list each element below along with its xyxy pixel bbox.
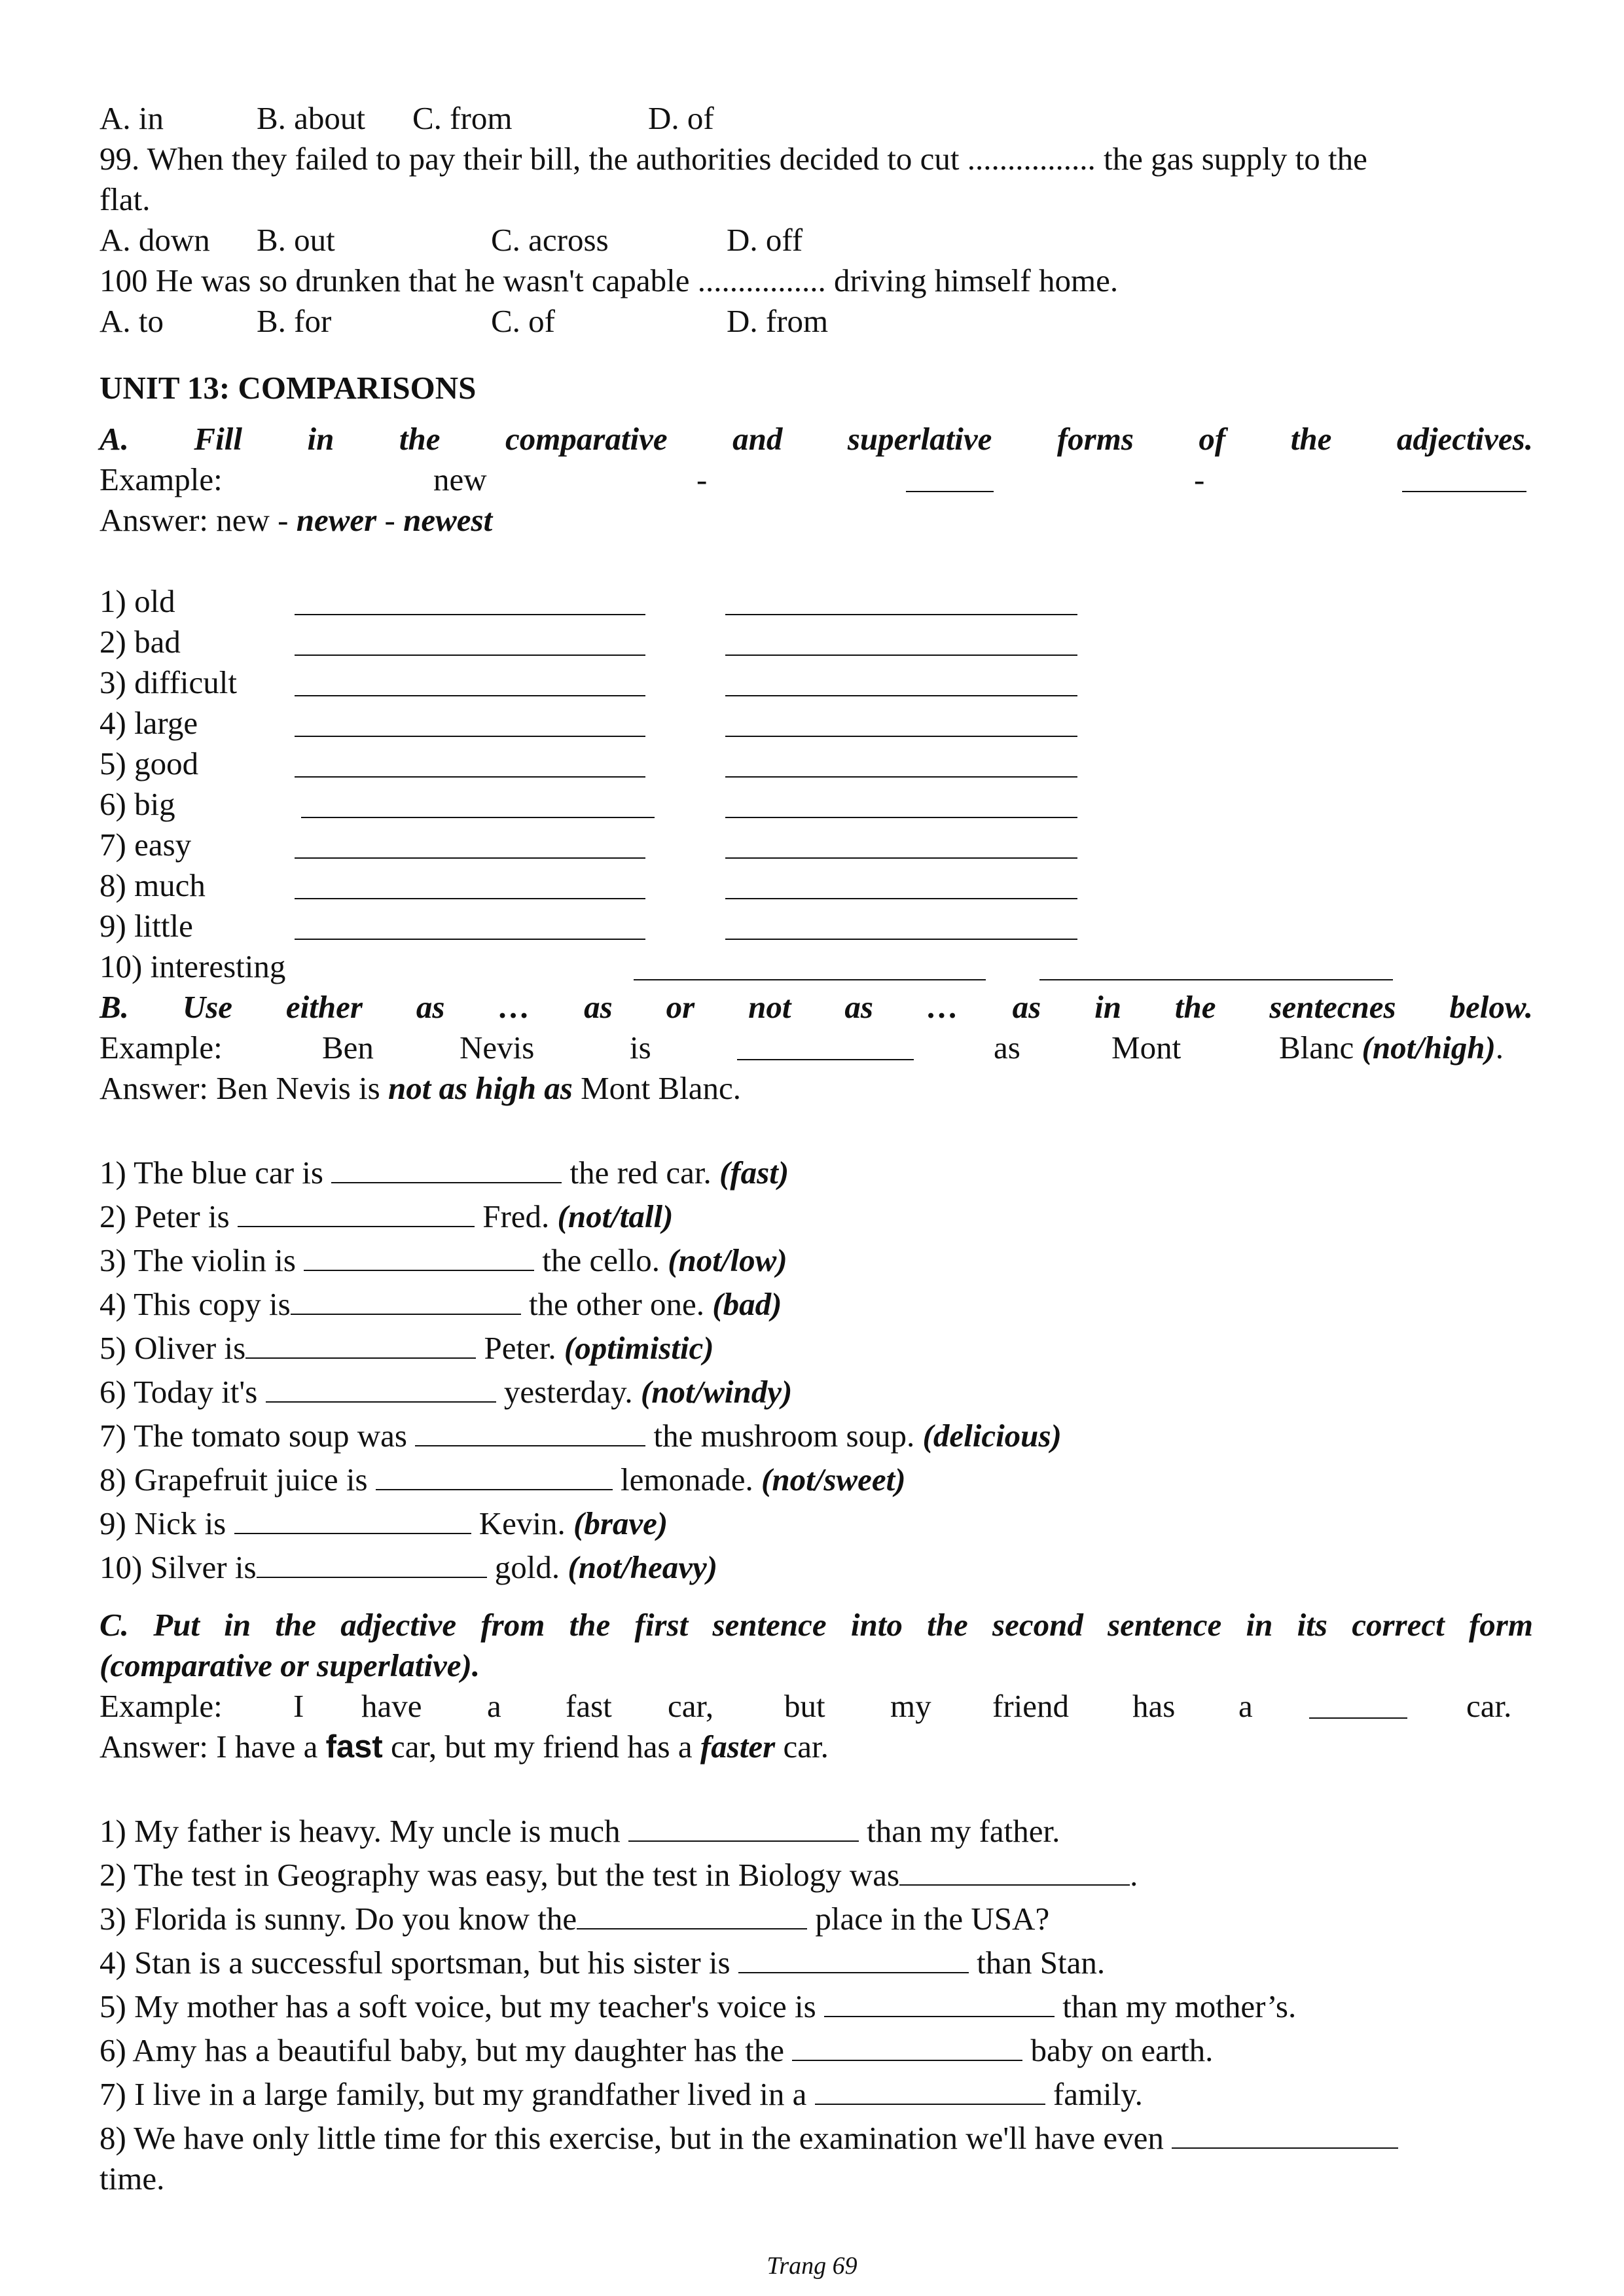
section-b-item: 8) Grapefruit juice is lemonade. (not/sweet) — [99, 1456, 1533, 1500]
answer-blank[interactable] — [824, 1983, 1055, 2017]
superlative-blank[interactable] — [725, 669, 1077, 696]
q99-question-cont: flat. — [99, 181, 151, 217]
q99-option-b: B. out — [257, 222, 335, 258]
section-b-example: Example: Ben Nevis is as Mont Blanc (not/high). — [99, 1028, 1533, 1068]
answer-blank[interactable] — [257, 1544, 487, 1578]
section-c-item: 3) Florida is sunny. Do you know the place in the USA? — [99, 1895, 1533, 1939]
answer-comparative: newer — [296, 502, 377, 538]
page-number: Trang 69 — [767, 2252, 857, 2280]
comparative-blank[interactable] — [295, 872, 645, 899]
adjective-label: 6) big — [99, 786, 175, 822]
q99-option-d: D. off — [727, 222, 803, 258]
q100-option-d: D. from — [727, 303, 829, 339]
answer-blank[interactable] — [815, 2071, 1045, 2105]
answer-blank[interactable] — [415, 1412, 645, 1446]
superlative-blank[interactable] — [725, 588, 1077, 615]
section-c-item: 4) Stan is a successful sportsman, but his sister is than Stan. — [99, 1939, 1533, 1983]
adjective-label: 7) easy — [99, 827, 192, 863]
section-b-item: 5) Oliver is Peter. (optimistic) — [99, 1325, 1533, 1369]
worksheet-page — [99, 98, 1533, 2199]
section-c-item: 5) My mother has a soft voice, but my teacher's voice is than my mother’s. — [99, 1983, 1533, 2027]
q99-option-a: A. down — [99, 222, 210, 258]
example-blank — [1309, 1686, 1407, 1719]
section-b-item: 10) Silver is gold. (not/heavy) — [99, 1544, 1533, 1588]
adjective-label: 5) good — [99, 745, 199, 781]
comparative-blank[interactable] — [301, 791, 655, 818]
answer-blank[interactable] — [238, 1193, 475, 1227]
section-b-item: 2) Peter is Fred. (not/tall) — [99, 1193, 1533, 1237]
superlative-blank[interactable] — [725, 872, 1077, 899]
unit-title: UNIT 13: COMPARISONS — [99, 370, 477, 406]
superlative-blank[interactable] — [1039, 953, 1393, 980]
q98-option-c: C. from — [412, 100, 513, 136]
section-c-example: Example: I have a fast car, but my friend has a car. — [99, 1686, 1533, 1727]
section-b-item: 6) Today it's yesterday. (not/windy) — [99, 1369, 1533, 1412]
example-blank-1 — [906, 459, 994, 492]
example-label: Example: — [99, 461, 223, 497]
section-c-item: 6) Amy has a beautiful baby, but my daughter has the baby on earth. — [99, 2027, 1533, 2071]
section-c-item: 8) We have only little time for this exercise, but in the examination we'll have even — [99, 2115, 1533, 2159]
section-a-answer: Answer: new - newer - newest — [99, 502, 493, 538]
example-dash-2: - — [1194, 461, 1205, 497]
adjective-label: 9) little — [99, 908, 193, 944]
q99-options — [99, 220, 1533, 260]
adjective-label: 1) old — [99, 583, 175, 619]
adjective-row — [99, 825, 1533, 865]
superlative-blank[interactable] — [725, 791, 1077, 818]
section-c-answer: Answer: I have a fast car, but my friend has a faster car. — [99, 1729, 829, 1765]
section-b-item: 1) The blue car is the red car. (fast) — [99, 1149, 1533, 1193]
q98-option-b: B. about — [257, 100, 366, 136]
superlative-blank[interactable] — [725, 912, 1077, 940]
adjective-row — [99, 906, 1533, 946]
example-blank — [737, 1028, 914, 1060]
q100-question: 100 He was so drunken that he wasn't capable ................ driving himself home. — [99, 262, 1119, 298]
answer-blank[interactable] — [792, 2027, 1022, 2061]
example-dash-1: - — [696, 461, 708, 497]
section-b-answer: Answer: Ben Nevis is not as high as Mont Blanc. — [99, 1070, 742, 1106]
answer-blank[interactable] — [245, 1325, 476, 1359]
comparative-blank[interactable] — [634, 953, 986, 980]
section-b-item: 4) This copy is the other one. (bad) — [99, 1281, 1533, 1325]
adjective-row — [99, 784, 1533, 825]
adjective-row — [99, 703, 1533, 744]
answer-blank[interactable] — [376, 1456, 613, 1490]
answer-blank[interactable] — [266, 1369, 496, 1403]
section-a-instruction: A. Fill in the comparative and superlative forms of the adjectives. — [99, 421, 1533, 457]
adjective-label: 4) large — [99, 705, 198, 741]
superlative-blank[interactable] — [725, 831, 1077, 859]
section-c-instruction: C. Put in the adjective from the first sentence into the second sentence in its correct form — [99, 1607, 1533, 1643]
comparative-blank[interactable] — [295, 588, 645, 615]
answer-blank[interactable] — [331, 1149, 562, 1183]
example-blank-2 — [1402, 459, 1526, 492]
q100-option-b: B. for — [257, 303, 332, 339]
adjective-row — [99, 865, 1533, 906]
adjective-row — [99, 946, 1533, 987]
comparative-blank[interactable] — [295, 628, 645, 656]
answer-blank[interactable] — [291, 1281, 521, 1315]
section-c-item-cont: time. — [99, 2161, 165, 2197]
q98-option-d: D. of — [648, 100, 714, 136]
answer-blank[interactable] — [304, 1237, 534, 1271]
answer-blank[interactable] — [577, 1895, 807, 1929]
superlative-blank[interactable] — [725, 628, 1077, 656]
section-b-item: 9) Nick is Kevin. (brave) — [99, 1500, 1533, 1544]
adjective-label: 2) bad — [99, 624, 181, 660]
section-c-item: 2) The test in Geography was easy, but the test in Biology was . — [99, 1852, 1533, 1895]
comparative-blank[interactable] — [295, 750, 645, 778]
comparative-blank[interactable] — [295, 669, 645, 696]
adjective-label: 3) difficult — [99, 664, 238, 700]
q98-option-a: A. in — [99, 100, 164, 136]
q99-option-c: C. across — [491, 222, 609, 258]
adjective-label: 8) much — [99, 867, 206, 903]
adjective-row — [99, 622, 1533, 662]
answer-blank[interactable] — [234, 1500, 471, 1534]
section-b-item: 7) The tomato soup was the mushroom soup. (delicious) — [99, 1412, 1533, 1456]
comparative-blank[interactable] — [295, 831, 645, 859]
adjective-label: 10) interesting — [99, 948, 286, 984]
q100-option-a: A. to — [99, 303, 164, 339]
q100-option-c: C. of — [491, 303, 555, 339]
section-b-instruction: B. Use either as … as or not as … as in the sentecnes below. — [99, 989, 1533, 1025]
section-c-item: 7) I live in a large family, but my grandfather lived in a family. — [99, 2071, 1533, 2115]
adjective-row — [99, 662, 1533, 703]
section-b-item: 3) The violin is the cello. (not/low) — [99, 1237, 1533, 1281]
answer-blank[interactable] — [738, 1939, 969, 1973]
q100-options — [99, 301, 1533, 342]
section-c-item: 1) My father is heavy. My uncle is much than my father. — [99, 1808, 1533, 1852]
superlative-blank[interactable] — [725, 709, 1077, 737]
answer-blank[interactable] — [1172, 2115, 1398, 2149]
superlative-blank[interactable] — [725, 750, 1077, 778]
comparative-blank[interactable] — [295, 912, 645, 940]
answer-blank[interactable] — [899, 1852, 1130, 1886]
adjective-row — [99, 744, 1533, 784]
section-c-instruction-cont: (comparative or superlative). — [99, 1647, 480, 1683]
adjective-row — [99, 581, 1533, 622]
example-word: new — [433, 461, 487, 497]
section-a-example — [99, 459, 1533, 500]
comparative-blank[interactable] — [295, 709, 645, 737]
q98-options — [99, 98, 1533, 139]
answer-blank[interactable] — [628, 1808, 859, 1842]
answer-superlative: newest — [403, 502, 493, 538]
q99-question: 99. When they failed to pay their bill, the authorities decided to cut ................ the gas supply to the — [99, 141, 1367, 177]
